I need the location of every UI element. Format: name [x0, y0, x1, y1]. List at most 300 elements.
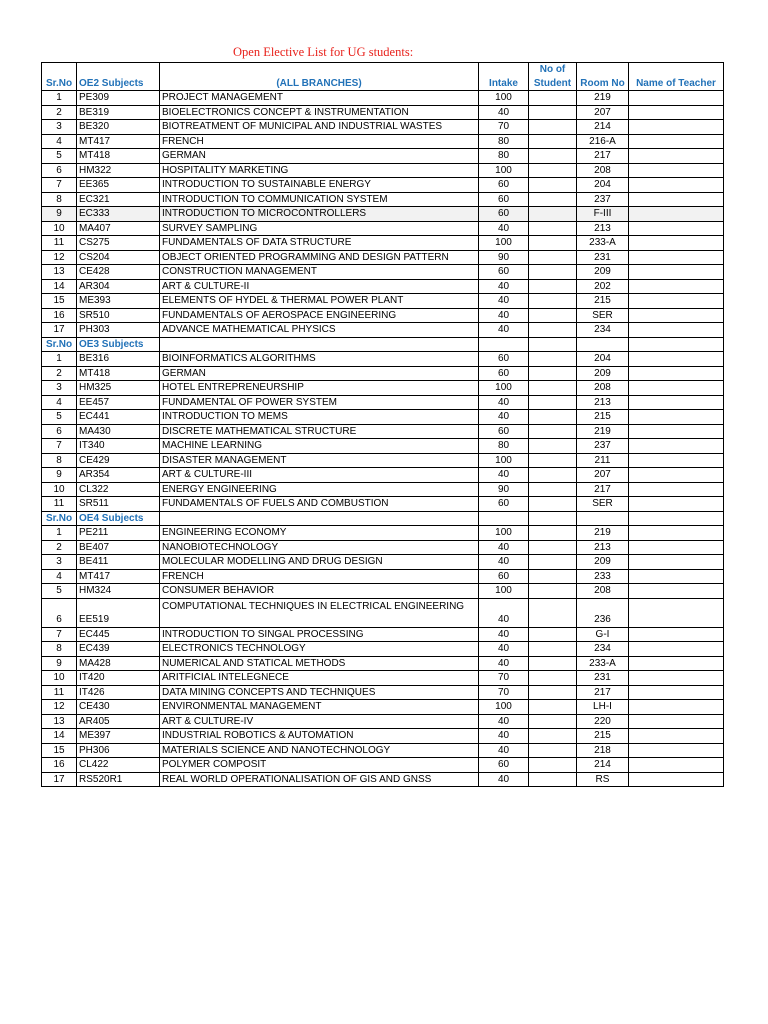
row-code: EC445	[77, 627, 160, 642]
row-intake: 60	[479, 265, 529, 280]
row-code: EC333	[77, 207, 160, 222]
row-code: MT417	[77, 134, 160, 149]
row-srno: 16	[42, 308, 77, 323]
row-teacher	[629, 381, 724, 396]
row-room: 233	[577, 569, 629, 584]
row-subject-name: ART & CULTURE-III	[160, 468, 479, 483]
row-room: LH-I	[577, 700, 629, 715]
row-code: CE429	[77, 453, 160, 468]
row-teacher	[629, 497, 724, 512]
row-subject-name: MOLECULAR MODELLING AND DRUG DESIGN	[160, 555, 479, 570]
row-room: 233-A	[577, 656, 629, 671]
row-room: F-III	[577, 207, 629, 222]
header-cell-empty	[160, 63, 479, 77]
row-subject-name: BIOELECTRONICS CONCEPT & INSTRUMENTATION	[160, 105, 479, 120]
row-srno: 4	[42, 569, 77, 584]
row-code: BE407	[77, 540, 160, 555]
row-students	[529, 743, 577, 758]
row-teacher	[629, 410, 724, 425]
header-teacher: Name of Teacher	[629, 77, 724, 91]
row-room: 215	[577, 410, 629, 425]
row-subject-name: BIOINFORMATICS ALGORITHMS	[160, 352, 479, 367]
row-subject-name: OBJECT ORIENTED PROGRAMMING AND DESIGN PATTERN	[160, 250, 479, 265]
row-subject-name: NUMERICAL AND STATICAL METHODS	[160, 656, 479, 671]
table-row	[42, 395, 724, 410]
header-srno: Sr.No	[42, 77, 77, 91]
row-subject-name: FUNDAMENTALS OF DATA STRUCTURE	[160, 236, 479, 251]
row-srno: 4	[42, 134, 77, 149]
row-srno: 14	[42, 279, 77, 294]
row-srno: 7	[42, 178, 77, 193]
row-teacher	[629, 250, 724, 265]
row-students	[529, 671, 577, 686]
row-srno: 8	[42, 642, 77, 657]
row-room: 234	[577, 323, 629, 338]
row-teacher	[629, 294, 724, 309]
row-teacher	[629, 671, 724, 686]
row-teacher	[629, 656, 724, 671]
row-teacher	[629, 700, 724, 715]
table-row	[42, 236, 724, 251]
row-intake: 100	[479, 584, 529, 599]
row-students	[529, 758, 577, 773]
row-srno: 13	[42, 265, 77, 280]
row-room: 217	[577, 149, 629, 164]
table-row	[42, 555, 724, 570]
table-row	[42, 743, 724, 758]
row-room: 204	[577, 178, 629, 193]
row-room: 231	[577, 671, 629, 686]
row-code: CS275	[77, 236, 160, 251]
row-subject-name: ENVIRONMENTAL MANAGEMENT	[160, 700, 479, 715]
row-srno: 6	[42, 598, 77, 627]
row-subject-name: MACHINE LEARNING	[160, 439, 479, 454]
row-intake: 60	[479, 178, 529, 193]
row-teacher	[629, 207, 724, 222]
table-row	[42, 178, 724, 193]
row-room: 234	[577, 642, 629, 657]
row-intake: 40	[479, 772, 529, 787]
row-teacher	[629, 468, 724, 483]
row-subject-name: FRENCH	[160, 569, 479, 584]
row-room: RS	[577, 772, 629, 787]
row-teacher	[629, 366, 724, 381]
row-intake: 40	[479, 729, 529, 744]
row-code: BE411	[77, 555, 160, 570]
row-code: MT418	[77, 366, 160, 381]
row-intake: 40	[479, 308, 529, 323]
row-teacher	[629, 149, 724, 164]
row-srno: 2	[42, 540, 77, 555]
row-code: CL322	[77, 482, 160, 497]
row-students	[529, 642, 577, 657]
row-srno: 9	[42, 656, 77, 671]
header-row	[42, 77, 724, 91]
row-teacher	[629, 192, 724, 207]
row-teacher	[629, 627, 724, 642]
row-room: 217	[577, 482, 629, 497]
row-room: 211	[577, 453, 629, 468]
row-students	[529, 468, 577, 483]
row-subject-name: CONSTRUCTION MANAGEMENT	[160, 265, 479, 280]
row-room: 208	[577, 584, 629, 599]
row-intake: 100	[479, 236, 529, 251]
header-subjects: OE2 Subjects	[77, 77, 160, 91]
row-students	[529, 700, 577, 715]
row-intake: 90	[479, 250, 529, 265]
row-students	[529, 395, 577, 410]
table-row	[42, 758, 724, 773]
row-subject-name: NANOBIOTECHNOLOGY	[160, 540, 479, 555]
row-srno: 15	[42, 294, 77, 309]
header-cell-empty	[77, 63, 160, 77]
row-room: 219	[577, 91, 629, 106]
header-cell-empty	[479, 63, 529, 77]
row-room: 237	[577, 439, 629, 454]
table-row	[42, 91, 724, 106]
row-subject-name: DATA MINING CONCEPTS AND TECHNIQUES	[160, 685, 479, 700]
row-intake: 60	[479, 366, 529, 381]
row-students	[529, 729, 577, 744]
row-intake: 100	[479, 453, 529, 468]
row-students	[529, 453, 577, 468]
row-room: 237	[577, 192, 629, 207]
section-cell-empty	[529, 511, 577, 526]
row-room: 213	[577, 221, 629, 236]
row-room: 220	[577, 714, 629, 729]
table-row	[42, 149, 724, 164]
row-code: RS520R1	[77, 772, 160, 787]
row-teacher	[629, 163, 724, 178]
table-row	[42, 323, 724, 338]
row-room: 202	[577, 279, 629, 294]
row-room: 231	[577, 250, 629, 265]
table-row	[42, 265, 724, 280]
row-students	[529, 584, 577, 599]
table-row	[42, 381, 724, 396]
row-students	[529, 424, 577, 439]
table-row	[42, 120, 724, 135]
row-subject-name: ARITFICIAL INTELEGNECE	[160, 671, 479, 686]
row-subject-name: INTRODUCTION TO MICROCONTROLLERS	[160, 207, 479, 222]
row-teacher	[629, 772, 724, 787]
row-students	[529, 772, 577, 787]
row-code: AR405	[77, 714, 160, 729]
row-subject-name: FRENCH	[160, 134, 479, 149]
row-subject-name: FUNDAMENTALS OF FUELS AND COMBUSTION	[160, 497, 479, 512]
row-intake: 80	[479, 149, 529, 164]
row-srno: 10	[42, 221, 77, 236]
row-teacher	[629, 526, 724, 541]
row-code: EC441	[77, 410, 160, 425]
row-code: ME397	[77, 729, 160, 744]
table-row	[42, 685, 724, 700]
row-subject-name: GERMAN	[160, 149, 479, 164]
row-srno: 12	[42, 700, 77, 715]
row-teacher	[629, 308, 724, 323]
row-subject-name: SURVEY SAMPLING	[160, 221, 479, 236]
row-subject-name: INTRODUCTION TO SUSTAINABLE ENERGY	[160, 178, 479, 193]
row-room: 208	[577, 381, 629, 396]
row-intake: 40	[479, 555, 529, 570]
row-code: EC439	[77, 642, 160, 657]
row-intake: 60	[479, 352, 529, 367]
section-cell-empty	[629, 337, 724, 352]
row-students	[529, 714, 577, 729]
row-subject-name: ENGINEERING ECONOMY	[160, 526, 479, 541]
row-intake: 100	[479, 91, 529, 106]
section-cell-empty	[629, 511, 724, 526]
table-row	[42, 714, 724, 729]
row-srno: 11	[42, 236, 77, 251]
row-students	[529, 250, 577, 265]
table-row	[42, 163, 724, 178]
row-students	[529, 352, 577, 367]
section-cell-empty	[479, 511, 529, 526]
row-srno: 3	[42, 555, 77, 570]
row-teacher	[629, 265, 724, 280]
row-intake: 40	[479, 598, 529, 627]
row-teacher	[629, 555, 724, 570]
row-room: 204	[577, 352, 629, 367]
row-subject-name: GERMAN	[160, 366, 479, 381]
row-intake: 60	[479, 424, 529, 439]
row-room: G-I	[577, 627, 629, 642]
row-srno: 2	[42, 366, 77, 381]
row-room: 236	[577, 598, 629, 627]
row-code: EE519	[77, 598, 160, 627]
row-room: 215	[577, 294, 629, 309]
row-code: CE428	[77, 265, 160, 280]
row-srno: 15	[42, 743, 77, 758]
table-row	[42, 598, 724, 627]
row-subject-name: ART & CULTURE-IV	[160, 714, 479, 729]
header-student: Student	[529, 77, 577, 91]
table-row	[42, 207, 724, 222]
row-code: PH303	[77, 323, 160, 338]
row-code: CE430	[77, 700, 160, 715]
row-code: HM325	[77, 381, 160, 396]
table-row	[42, 308, 724, 323]
row-students	[529, 236, 577, 251]
row-students	[529, 540, 577, 555]
table-row	[42, 424, 724, 439]
row-room: 207	[577, 105, 629, 120]
row-code: CL422	[77, 758, 160, 773]
row-code: BE316	[77, 352, 160, 367]
row-code: SR510	[77, 308, 160, 323]
row-teacher	[629, 743, 724, 758]
table-row	[42, 729, 724, 744]
row-code: HM322	[77, 163, 160, 178]
row-subject-name: ELECTRONICS TECHNOLOGY	[160, 642, 479, 657]
row-intake: 40	[479, 540, 529, 555]
row-teacher	[629, 178, 724, 193]
row-subject-name: ART & CULTURE-II	[160, 279, 479, 294]
row-students	[529, 656, 577, 671]
row-students	[529, 598, 577, 627]
row-students	[529, 91, 577, 106]
row-students	[529, 105, 577, 120]
row-intake: 100	[479, 163, 529, 178]
row-teacher	[629, 91, 724, 106]
row-subject-name: ELEMENTS OF HYDEL & THERMAL POWER PLANT	[160, 294, 479, 309]
row-students	[529, 555, 577, 570]
row-room: 219	[577, 526, 629, 541]
row-code: ME393	[77, 294, 160, 309]
section-label: OE4 Subjects	[77, 511, 160, 526]
row-subject-name: PROJECT MANAGEMENT	[160, 91, 479, 106]
row-srno: 17	[42, 323, 77, 338]
row-srno: 6	[42, 424, 77, 439]
row-students	[529, 207, 577, 222]
row-subject-name: ENERGY ENGINEERING	[160, 482, 479, 497]
row-room: 213	[577, 395, 629, 410]
row-code: MT417	[77, 569, 160, 584]
row-srno: 13	[42, 714, 77, 729]
row-srno: 16	[42, 758, 77, 773]
section-label: OE3 Subjects	[77, 337, 160, 352]
section-header-row	[42, 337, 724, 352]
row-code: HM324	[77, 584, 160, 599]
table-row	[42, 700, 724, 715]
row-subject-name: HOTEL ENTREPRENEURSHIP	[160, 381, 479, 396]
row-teacher	[629, 395, 724, 410]
table-row	[42, 656, 724, 671]
row-subject-name: COMPUTATIONAL TECHNIQUES IN ELECTRICAL ENGINEERING	[160, 598, 479, 627]
table-row	[42, 410, 724, 425]
row-intake: 40	[479, 323, 529, 338]
row-students	[529, 294, 577, 309]
table-row	[42, 221, 724, 236]
row-srno: 1	[42, 526, 77, 541]
row-teacher	[629, 323, 724, 338]
section-header-row	[42, 511, 724, 526]
row-code: MT418	[77, 149, 160, 164]
table-row	[42, 366, 724, 381]
table-row	[42, 279, 724, 294]
row-srno: 7	[42, 627, 77, 642]
row-teacher	[629, 105, 724, 120]
row-room: 217	[577, 685, 629, 700]
row-room: 209	[577, 366, 629, 381]
row-intake: 40	[479, 279, 529, 294]
row-srno: 5	[42, 149, 77, 164]
row-intake: 70	[479, 671, 529, 686]
row-students	[529, 381, 577, 396]
row-code: AR354	[77, 468, 160, 483]
row-students	[529, 192, 577, 207]
table-row	[42, 526, 724, 541]
row-teacher	[629, 642, 724, 657]
row-students	[529, 497, 577, 512]
table-row	[42, 453, 724, 468]
row-code: PE309	[77, 91, 160, 106]
row-teacher	[629, 424, 724, 439]
table-row	[42, 482, 724, 497]
row-teacher	[629, 540, 724, 555]
table-row	[42, 497, 724, 512]
row-intake: 100	[479, 381, 529, 396]
section-srno-label: Sr.No	[42, 511, 77, 526]
row-students	[529, 178, 577, 193]
row-srno: 4	[42, 395, 77, 410]
section-cell-empty	[160, 337, 479, 352]
row-room: SER	[577, 497, 629, 512]
table-row	[42, 352, 724, 367]
row-srno: 11	[42, 497, 77, 512]
row-srno: 9	[42, 207, 77, 222]
row-code: IT340	[77, 439, 160, 454]
row-intake: 100	[479, 526, 529, 541]
row-teacher	[629, 758, 724, 773]
section-cell-empty	[577, 511, 629, 526]
table-row	[42, 584, 724, 599]
row-room: 214	[577, 120, 629, 135]
table-row	[42, 627, 724, 642]
row-room: 218	[577, 743, 629, 758]
row-intake: 40	[479, 743, 529, 758]
row-subject-name: MATERIALS SCIENCE AND NANOTECHNOLOGY	[160, 743, 479, 758]
row-intake: 60	[479, 192, 529, 207]
row-code: BE319	[77, 105, 160, 120]
row-subject-name: REAL WORLD OPERATIONALISATION OF GIS AND GNSS	[160, 772, 479, 787]
row-intake: 40	[479, 294, 529, 309]
row-code: SR511	[77, 497, 160, 512]
table-row	[42, 439, 724, 454]
row-srno: 8	[42, 192, 77, 207]
row-room: 213	[577, 540, 629, 555]
row-students	[529, 120, 577, 135]
row-students	[529, 439, 577, 454]
row-teacher	[629, 685, 724, 700]
table-row	[42, 569, 724, 584]
row-room: 209	[577, 265, 629, 280]
row-teacher	[629, 236, 724, 251]
row-intake: 40	[479, 410, 529, 425]
row-teacher	[629, 120, 724, 135]
section-srno-label: Sr.No	[42, 337, 77, 352]
row-intake: 100	[479, 700, 529, 715]
row-code: EE365	[77, 178, 160, 193]
table-row	[42, 468, 724, 483]
row-code: MA430	[77, 424, 160, 439]
table-row	[42, 772, 724, 787]
row-intake: 40	[479, 105, 529, 120]
row-teacher	[629, 598, 724, 627]
row-subject-name: FUNDAMENTAL OF POWER SYSTEM	[160, 395, 479, 410]
row-teacher	[629, 221, 724, 236]
header-intake: Intake	[479, 77, 529, 91]
row-srno: 11	[42, 685, 77, 700]
row-code: EC321	[77, 192, 160, 207]
row-subject-name: DISCRETE MATHEMATICAL STRUCTURE	[160, 424, 479, 439]
row-subject-name: ADVANCE MATHEMATICAL PHYSICS	[160, 323, 479, 338]
row-intake: 40	[479, 656, 529, 671]
row-students	[529, 410, 577, 425]
row-code: CS204	[77, 250, 160, 265]
row-students	[529, 163, 577, 178]
row-intake: 60	[479, 207, 529, 222]
row-srno: 10	[42, 671, 77, 686]
row-intake: 40	[479, 642, 529, 657]
row-code: IT426	[77, 685, 160, 700]
row-students	[529, 569, 577, 584]
row-code: MA428	[77, 656, 160, 671]
row-room: 214	[577, 758, 629, 773]
row-students	[529, 134, 577, 149]
row-students	[529, 221, 577, 236]
